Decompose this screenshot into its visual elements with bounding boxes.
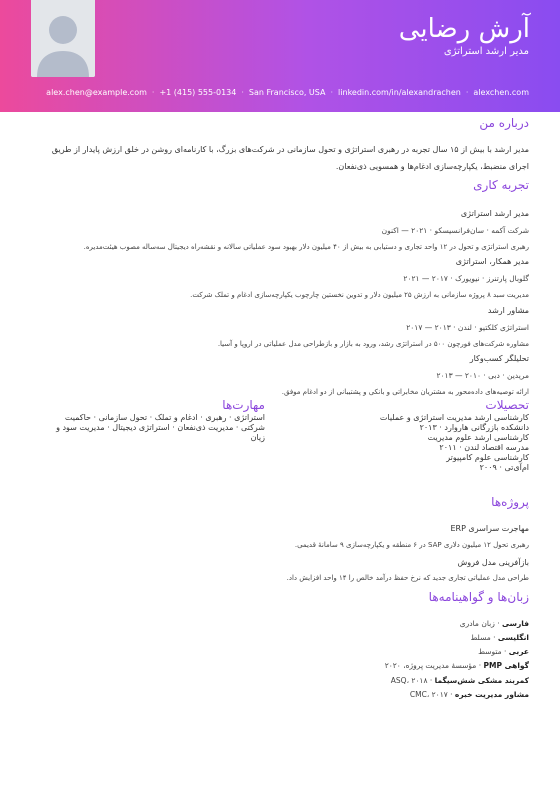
- skills-heading: مهارت‌ها: [222, 398, 265, 412]
- avatar: [31, 0, 95, 77]
- avatar-placeholder-icon: [31, 0, 95, 77]
- job-title: مشاور ارشد: [487, 306, 529, 315]
- contact-website[interactable]: alexchen.com: [473, 88, 529, 97]
- language-level: · مسلط: [470, 633, 498, 642]
- language-item: [470, 633, 529, 642]
- education-school: دانشکده بازرگانی هاروارد · ۲۰۱۳: [419, 423, 529, 432]
- contact-location: San Francisco, USA: [248, 88, 326, 97]
- languages-heading: زبان‌ها و گواهینامه‌ها: [428, 590, 529, 604]
- education-school: مدرسه اقتصاد لندن · ۲۰۱۱: [439, 443, 529, 452]
- certification-label: مشاور مدیریت خبره: [454, 690, 529, 699]
- contact-separator: ·: [241, 88, 244, 97]
- language-level: · زبان مادری: [459, 619, 502, 628]
- job-title: تحلیلگر کسب‌وکار: [469, 354, 529, 363]
- language-item: [460, 619, 529, 628]
- education-school: ام‌آی‌تی · ۲۰۰۹: [479, 463, 529, 472]
- job-meta: استراتژی کلکتیو · لندن · ۲۰۱۳ — ۲۰۱۷: [406, 323, 529, 332]
- about-text: مدیر ارشد با بیش از ۱۵ سال تجربه در رهبری استراتژی و تحول سازمانی در شرکت‌های بزرگ، با کارنامه‌ای روشن در خلق ارزش پایدار از طریق اجرای منضبط، یکپارچه‌سازی ادغام‌ها و همسویی ذی‌نفعان.: [51, 145, 529, 171]
- certification-issuer: · مؤسسهٔ مدیریت پروژه، ۲۰۲۰: [384, 661, 484, 670]
- language-label: عربی: [508, 647, 529, 656]
- job-description: مدیریت سبد ۸ پروژه سازمانی به ارزش ۲۵ میلیون دلار و تدوین نخستین چارچوب یکپارچه‌سازی ادغام و تملک شرکت.: [190, 291, 529, 299]
- education-degree: کارشناسی ارشد علوم مدیریت: [427, 433, 529, 442]
- job-title: مدیر همکار، استراتژی: [455, 257, 529, 266]
- certification-item: [410, 690, 529, 699]
- contact-separator: ·: [151, 88, 155, 97]
- contact-bar: [46, 88, 529, 97]
- education-list: [329, 413, 529, 473]
- skills-text: استراتژی · رهبری · ادغام و تملک · تحول سازمانی · حاکمیت شرکتی · مدیریت ذی‌نفعان · استراتژی دیجیتال · مدیریت سود و زیان: [56, 413, 265, 442]
- job-meta: شرکت آکمه · سان‌فرانسیسکو · ۲۰۲۱ — اکنون: [381, 226, 529, 235]
- project-description: رهبری تحول ۱۲ میلیون دلاری SAP در ۶ منطقه و یکپارچه‌سازی ۹ سامانهٔ قدیمی.: [294, 541, 529, 549]
- education-degree: کارشناسی ارشد مدیریت استراتژی و عملیات: [379, 413, 529, 422]
- language-label: انگلیسی: [497, 633, 529, 642]
- certification-issuer: · CMC، ۲۰۱۷: [409, 690, 455, 699]
- contact-separator: ·: [330, 88, 334, 97]
- certification-item: [391, 676, 529, 685]
- certification-issuer: · ASQ، ۲۰۱۸: [390, 676, 435, 685]
- certification-label: گواهی PMP: [483, 661, 529, 670]
- contact-linkedin[interactable]: linkedin.com/in/alexandrachen: [338, 88, 461, 97]
- candidate-title: مدیر ارشد استراتژی: [443, 46, 529, 57]
- about-heading: درباره من: [479, 116, 529, 130]
- project-title: بازآفرینی مدل فروش: [457, 558, 529, 567]
- contact-email[interactable]: alex.chen@example.com: [46, 88, 147, 97]
- job-description: ارائه توصیه‌های داده‌محور به مشتریان مخابراتی و بانکی و پشتیبانی از دو ادغام موفق.: [281, 388, 529, 396]
- language-level: · متوسط: [478, 647, 509, 656]
- project-title: مهاجرت سراسری ERP: [450, 524, 529, 533]
- experience-heading: تجربه کاری: [473, 178, 529, 192]
- job-meta: مریدین · دبی · ۲۰۱۰ — ۲۰۱۳: [436, 371, 529, 380]
- contact-phone[interactable]: +1 (415) 555-0134: [159, 88, 237, 97]
- education-degree: کارشناسی علوم کامپیوتر: [446, 453, 529, 462]
- job-title: مدیر ارشد استراتژی: [460, 209, 529, 218]
- certification-item: [385, 661, 529, 670]
- education-heading: تحصیلات: [485, 398, 529, 412]
- header-banner: [0, 0, 560, 112]
- certification-label: کمربند مشکی شش‌سیگما: [434, 676, 529, 685]
- job-description: مشاوره شرکت‌های فورچون ۵۰۰ در استراتژی رشد، ورود به بازار و بازطراحی مدل عملیاتی در اروپا و آسیا.: [217, 340, 529, 348]
- language-item: [478, 647, 529, 656]
- contact-separator: ·: [465, 88, 469, 97]
- project-description: طراحی مدل عملیاتی تجاری جدید که نرخ حفظ درآمد خالص را ۱۴ واحد افزایش داد.: [286, 574, 529, 582]
- candidate-name: آرش رضایی: [398, 14, 530, 44]
- projects-heading: پروژه‌ها: [491, 495, 529, 509]
- job-description: رهبری استراتژی و تحول در ۱۲ واحد تجاری و دستیابی به بیش از ۴۰ میلیون دلار بهبود سود عملیاتی سالانه و نقشه‌راه دیجیتال سه‌ساله مصوب هیئت‌مدیره.: [83, 243, 529, 251]
- language-label: فارسی: [501, 619, 529, 628]
- job-meta: گلوبال پارتنرز · نیویورک · ۲۰۱۷ — ۲۰۲۱: [403, 274, 529, 283]
